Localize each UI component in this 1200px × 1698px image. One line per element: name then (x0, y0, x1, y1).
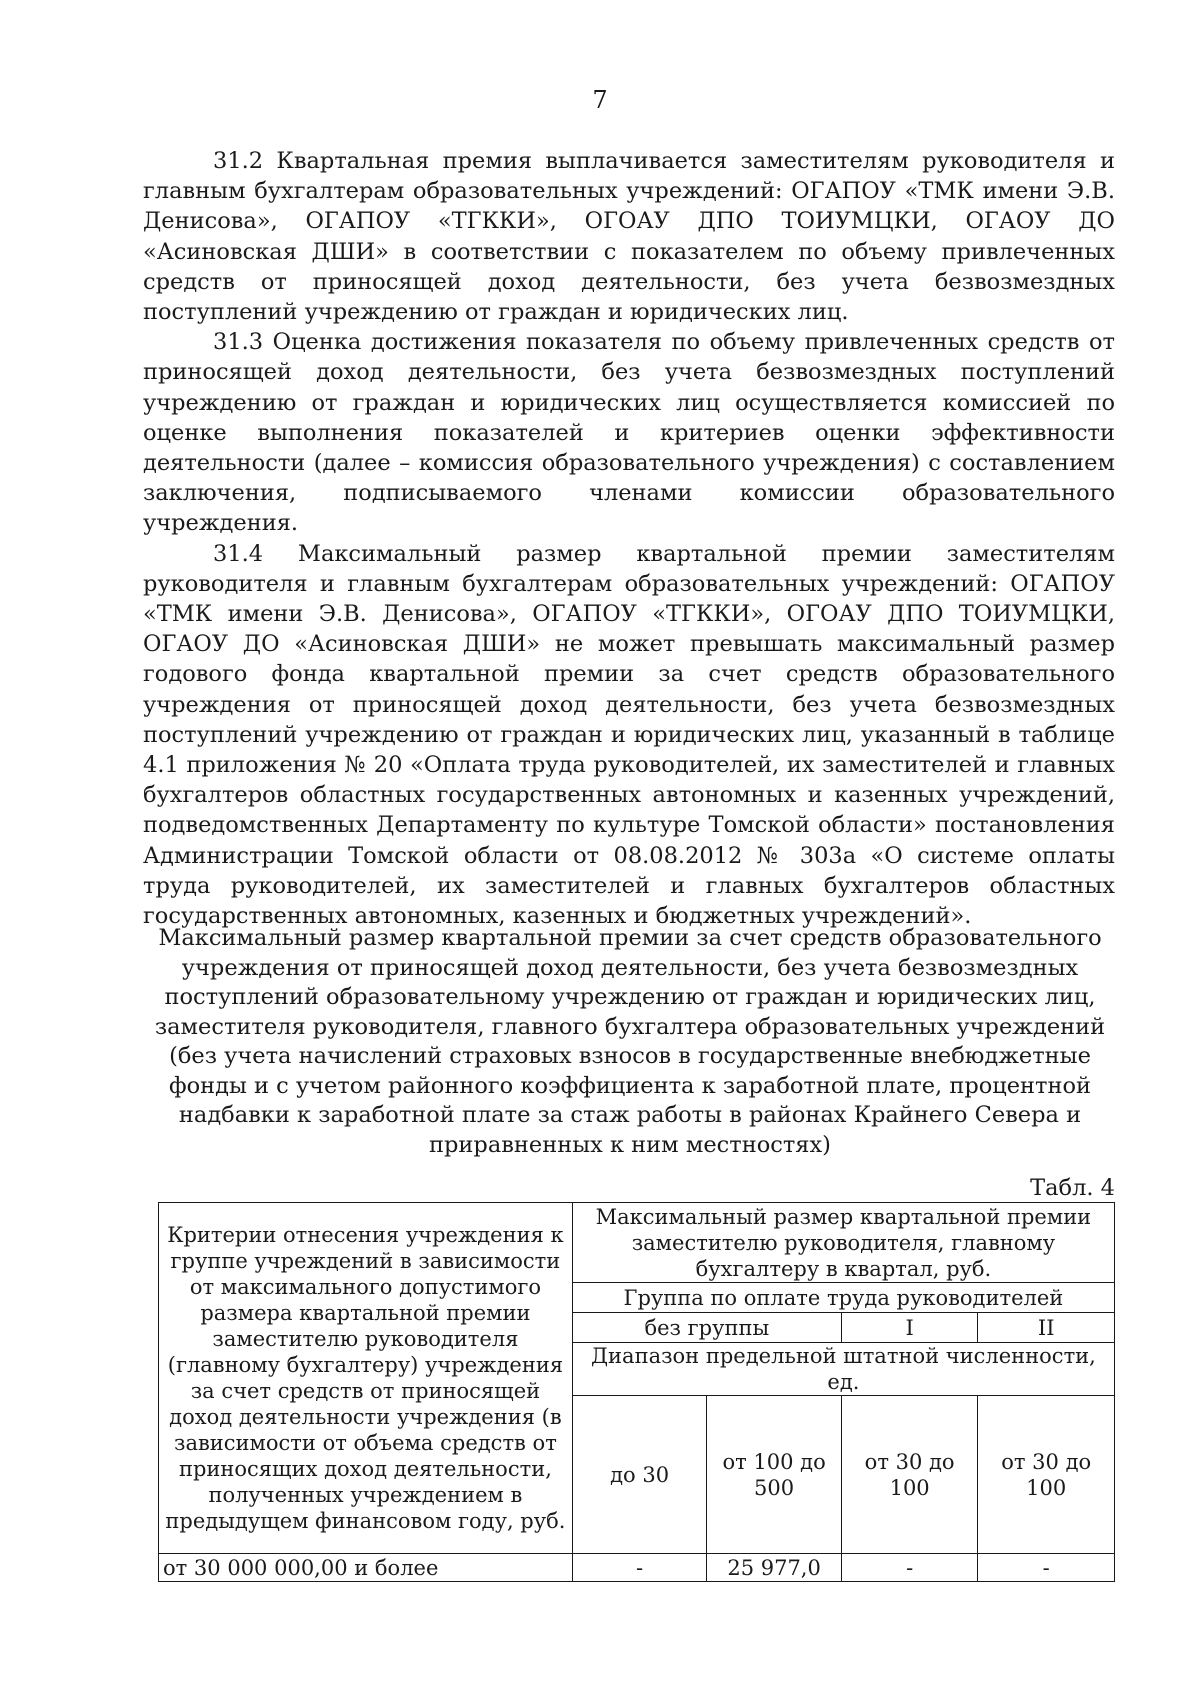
criterion-cell: от 30 000 000,00 и более (159, 1554, 573, 1582)
table-label: Табл. 4 (1030, 1175, 1115, 1201)
range-cell: от 100 до 500 (707, 1396, 842, 1554)
range-cell: до 30 (572, 1396, 707, 1554)
table-caption: Максимальный размер квартальной премии за счет средств образовательного учреждения от приносящей доход деятельности, без учета безвозмездных поступлений образовательному учреждению от граждан и юридических лиц, заместителя руководителя, главного бухгалтера образовательных учреждений (без учета начислений страховых взносов в государственные внебюджетные фонды и с учетом районного коэффициента к заработной плате, процентной надбавки к заработной плате за стаж работы в районах Крайнего Севера и приравненных к ним местностях) (154, 925, 1106, 1158)
range-header: Диапазон предельной штатной численности, ед. (572, 1343, 1114, 1396)
value-cell: - (841, 1554, 978, 1582)
group-ii: II (978, 1313, 1115, 1343)
value-cell: - (572, 1554, 707, 1582)
value-cell: - (978, 1554, 1115, 1582)
table-row (159, 1554, 1115, 1582)
paragraph-31-4: 31.4 Максимальный размер квартальной премии заместителям руководителя и главным бухгалтерам образовательных учреждений: ОГАПОУ «ТМК имени Э.В. Денисова», ОГАПОУ «ТГККИ», ОГОАУ ДПО ТОИУМЦКИ, ОГАОУ ДО «Асиновская ДШИ» не может превышать максимальный размер годового фонда квартальной премии за счет средств образовательного учреждения от приносящей доход деятельности, без учета безвозмездных поступлений учреждению от граждан и юридических лиц, указанный в таблице 4.1 приложения № 20 «Оплата труда руководителей, их заместителей и главных бухгалтеров областных государственных автономных и казенных учреждений, подведомственных Департаменту по культуре Томской области» постановления Администрации Томской области от 08.08.2012 № 303а «О системе оплаты труда руководителей, их заместителей и главных бухгалтеров областных государственных автономных, казенных и бюджетных учреждений». (143, 540, 1115, 930)
max-premium-header: Максимальный размер квартальной премии заместителю руководителя, главному бухгалтеру в квартал, руб. (572, 1203, 1114, 1283)
range-cell: от 30 до 100 (841, 1396, 978, 1554)
paragraph-31-3: 31.3 Оценка достижения показателя по объему привлеченных средств от приносящей доход деятельности, без учета безвозмездных поступлений учреждению от граждан и юридических лиц осуществляется комиссией по оценке выполнения показателей и критериев оценки эффективности деятельности (далее – комиссия образовательного учреждения) с составлением заключения, подписываемого членами комиссии образовательного учреждения. (143, 329, 1115, 537)
value-cell: 25 977,0 (707, 1554, 842, 1582)
group-header: Группа по оплате труда руководителей (572, 1283, 1114, 1313)
criteria-header: Критерии отнесения учреждения к группе учреждений в зависимости от максимального допустимого размера квартальной премии заместителю руководителя (главному бухгалтеру) учреждения за счет средств от приносящей доход деятельности учреждения (в зависимости от объема средств от приносящих доход деятельности, полученных учреждением в предыдущем финансовом году, руб. (159, 1203, 573, 1554)
paragraph-31-2: 31.2 Квартальная премия выплачивается заместителям руководителя и главным бухгалтерам образовательных учреждений: ОГАПОУ «ТМК имени Э.В. Денисова», ОГАПОУ «ТГККИ», ОГОАУ ДПО ТОИУМЦКИ, ОГАОУ ДО «Асиновская ДШИ» в соответствии с показателем по объему привлеченных средств от приносящей доход деятельности, без учета безвозмездных поступлений учреждению от граждан и юридических лиц. (143, 148, 1115, 326)
group-no-group: без группы (572, 1313, 841, 1343)
page-number: 7 (592, 86, 608, 114)
premium-table (158, 1202, 1115, 1582)
range-cell: от 30 до 100 (978, 1396, 1115, 1554)
group-i: I (841, 1313, 978, 1343)
body-text (143, 146, 1115, 931)
